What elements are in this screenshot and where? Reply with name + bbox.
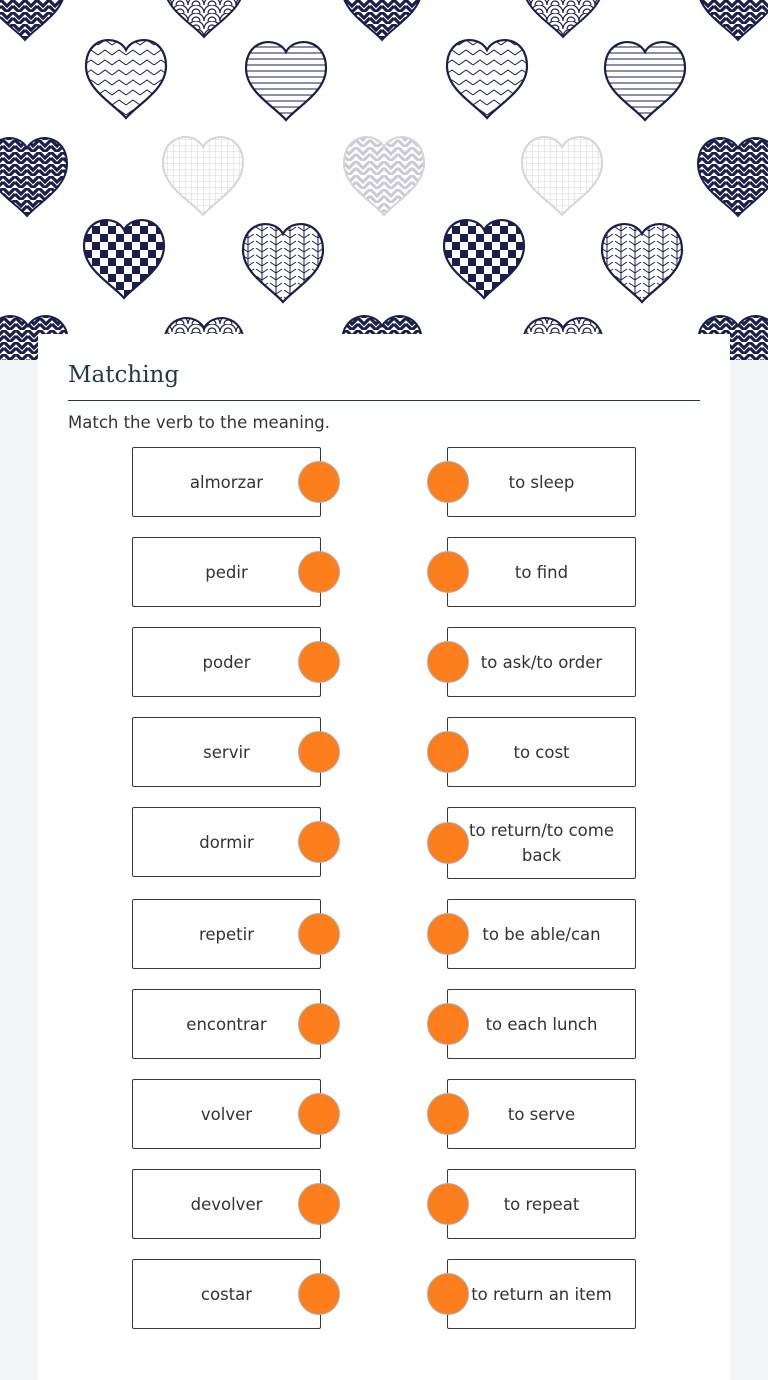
right-connector-dot[interactable] <box>427 731 469 773</box>
instructions-text: Match the verb to the meaning. <box>68 413 331 432</box>
left-connector-dot[interactable] <box>298 641 340 683</box>
left-item-devolver[interactable] <box>132 1169 321 1239</box>
left-item-repetir[interactable] <box>132 899 321 969</box>
right-connector-dot[interactable] <box>427 1183 469 1225</box>
page-margin-right <box>730 360 768 1380</box>
right-item-label: to sleep <box>508 472 575 492</box>
left-item-pedir[interactable] <box>132 537 321 607</box>
right-item-to-return-to-come-back[interactable] <box>447 807 636 879</box>
left-item-label: costar <box>200 1284 253 1304</box>
left-item-volver[interactable] <box>132 1079 321 1149</box>
right-item-label: to serve <box>507 1104 576 1124</box>
right-item-label: to each lunch <box>485 1014 598 1034</box>
right-item-to-be-able-can[interactable] <box>447 899 636 969</box>
title-divider <box>68 400 700 401</box>
left-item-label: devolver <box>190 1194 263 1214</box>
left-item-label: dormir <box>199 832 254 852</box>
left-item-label: pedir <box>205 562 248 582</box>
left-item-servir[interactable] <box>132 717 321 787</box>
left-item-label: volver <box>200 1104 253 1124</box>
left-connector-dot[interactable] <box>298 821 340 863</box>
left-item-label: poder <box>202 652 251 672</box>
right-item-to-repeat[interactable] <box>447 1169 636 1239</box>
right-item-label: to return/to come back <box>468 821 615 865</box>
left-connector-dot[interactable] <box>298 731 340 773</box>
right-item-label: to ask/to order <box>480 652 603 672</box>
right-connector-dot[interactable] <box>427 641 469 683</box>
left-connector-dot[interactable] <box>298 1003 340 1045</box>
right-connector-dot[interactable] <box>427 1003 469 1045</box>
right-item-to-each-lunch[interactable] <box>447 989 636 1059</box>
right-item-label: to repeat <box>503 1194 580 1214</box>
section-title: Matching <box>68 362 180 388</box>
right-item-label: to cost <box>513 742 570 762</box>
left-item-label: almorzar <box>189 472 264 492</box>
left-connector-dot[interactable] <box>298 551 340 593</box>
header-pattern-banner <box>0 0 768 360</box>
right-item-to-ask-to-order[interactable] <box>447 627 636 697</box>
left-item-encontrar[interactable] <box>132 989 321 1059</box>
right-connector-dot[interactable] <box>427 822 469 864</box>
right-connector-dot[interactable] <box>427 1273 469 1315</box>
left-connector-dot[interactable] <box>298 461 340 503</box>
left-item-almorzar[interactable] <box>132 447 321 517</box>
right-item-to-return-an-item[interactable] <box>447 1259 636 1329</box>
page-margin-left <box>0 360 38 1380</box>
left-item-label: servir <box>203 742 250 762</box>
matching-card <box>38 334 730 1380</box>
right-connector-dot[interactable] <box>427 1093 469 1135</box>
right-connector-dot[interactable] <box>427 913 469 955</box>
left-connector-dot[interactable] <box>298 913 340 955</box>
left-connector-dot[interactable] <box>298 1183 340 1225</box>
right-connector-dot[interactable] <box>427 551 469 593</box>
right-item-to-find[interactable] <box>447 537 636 607</box>
left-item-label: encontrar <box>186 1014 267 1034</box>
right-item-to-sleep[interactable] <box>447 447 636 517</box>
left-item-costar[interactable] <box>132 1259 321 1329</box>
left-item-label: repetir <box>198 924 255 944</box>
left-connector-dot[interactable] <box>298 1093 340 1135</box>
right-item-label: to find <box>514 562 569 582</box>
left-connector-dot[interactable] <box>298 1273 340 1315</box>
right-item-label: to be able/can <box>482 924 601 944</box>
right-item-to-cost[interactable] <box>447 717 636 787</box>
left-item-dormir[interactable] <box>132 807 321 877</box>
right-item-to-serve[interactable] <box>447 1079 636 1149</box>
right-connector-dot[interactable] <box>427 461 469 503</box>
left-item-poder[interactable] <box>132 627 321 697</box>
right-item-label: to return an item <box>471 1284 612 1304</box>
